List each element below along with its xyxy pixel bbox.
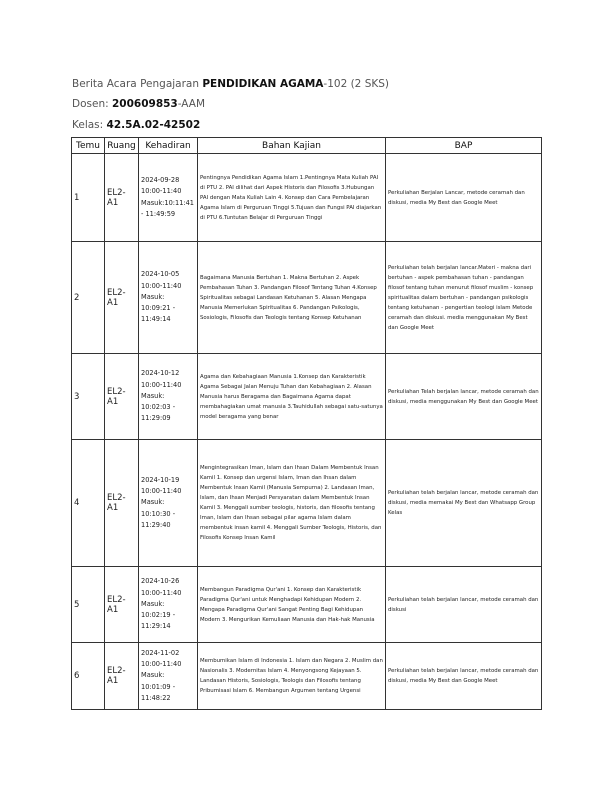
table-row <box>72 643 542 710</box>
table-row <box>72 440 542 567</box>
lecturer-label: Dosen: <box>72 98 112 110</box>
course-name: PENDIDIKAN AGAMA <box>202 78 324 90</box>
bahan-kajian-cell: Mengintegrasikan Iman, Islam dan Ihsan Dalam Membentuk Insan Kamil 1. Konsep dan urgensi Islam, Iman dan Ihsan dalam Membentuk Insan Kamil (Manusia Sempurna) 2. Landasan Iman, Islam, dan Ihsan Menjadi Persyaratan dalam Membentuk Insan Kamil 3. Menggali sumber teologis, historis, dan filosofis tentang Iman, Islam dan Ihsan sebagai pilar agama Islam dalam membentuk insan kamil 4. Menggali Sumber Teologis, Historis, dan Filosofis Konsep Insan Kamil <box>198 440 386 567</box>
bap-cell: Perkuliahan telah berjalan lancar, metode ceramah dan diskusi, media memakai My Best dan Whatsapp Group Kelas <box>386 440 542 567</box>
table-row <box>72 242 542 354</box>
table-row <box>72 567 542 643</box>
temu-cell: 4 <box>72 440 105 567</box>
lecturer-code: -AAM <box>177 98 206 110</box>
bap-cell: Perkuliahan Berjalan Lancar, metode ceramah dan diskusi, media My Best dan Google Meet <box>386 154 542 242</box>
class-line <box>72 119 200 131</box>
class-label: Kelas: <box>72 119 107 131</box>
ruang-cell: EL2-A1 <box>105 440 139 567</box>
lecturer-id: 200609853 <box>111 98 178 110</box>
kehadiran-cell: 2024-09-28 10:00-11:40 Masuk:10:11:41 - 11:49:59 <box>139 154 198 242</box>
kehadiran-cell: 2024-11-02 10:00-11:40 Masuk: 10:01:09 - 11:48:22 <box>139 643 198 710</box>
temu-cell: 5 <box>72 567 105 643</box>
bahan-kajian-cell: Membumikan Islam di Indonesia 1. Islam dan Negara 2. Muslim dan Nasionalis 3. Modernitas Islam 4. Menyongsong Kejayaan 5. Landasan Historis, Sosiologis, Teologis dan Filosofis tentang Pribumisasi Islam 6. Membangun Argumen tentang Urgensi <box>198 643 386 710</box>
table-row <box>72 154 542 242</box>
document-title <box>72 78 389 90</box>
bap-cell: Perkuliahan Telah berjalan lancar, metode ceramah dan diskusi, media menggunakan My Best dan Google Meet <box>386 354 542 440</box>
bahan-kajian-cell: Agama dan Kebahagiaan Manusia 1.Konsep dan Karakteristik Agama Sebagai Jalan Menuju Tuhan dan Kebahagiaan 2. Alasan Manusia harus Beragama dan Bagaimana Agama dapat membahagiakan umat manusia 3.Tauhidullah sebagai satu-satunya model beragama yang benar <box>198 354 386 440</box>
teaching-report-table <box>71 137 542 710</box>
ruang-cell: EL2-A1 <box>105 242 139 354</box>
col-header-bahan-kajian: Bahan Kajian <box>198 138 386 154</box>
ruang-cell: EL2-A1 <box>105 567 139 643</box>
table-header-row <box>72 138 542 154</box>
col-header-ruang: Ruang <box>105 138 139 154</box>
course-code: -102 (2 SKS) <box>323 78 390 90</box>
table-row <box>72 354 542 440</box>
col-header-bap: BAP <box>386 138 542 154</box>
ruang-cell: EL2-A1 <box>105 154 139 242</box>
col-header-temu: Temu <box>72 138 105 154</box>
bap-cell: Perkuliahan telah berjalan lancar.Materi - makna dari bertuhan - aspek pembahasan tuhan - pandangan filosof tentang tuhan menurut filosof muslim - konsep spiritualitas dalam bertuhan - pandangan psikologis tentang ketuhanan - pengertian teologi islam Metode ceramah dan diskusi. media menggunakan My Best dan Google Meet <box>386 242 542 354</box>
kehadiran-cell: 2024-10-19 10:00-11:40 Masuk: 10:10:30 - 11:29:40 <box>139 440 198 567</box>
col-header-kehadiran: Kehadiran <box>139 138 198 154</box>
bahan-kajian-cell: Membangun Paradigma Qur'ani 1. Konsep dan Karakteristik Paradigma Qur'ani untuk Menghadapi Kehidupan Modern 2. Mengapa Paradigma Qur'ani Sangat Penting Bagi Kehidupan Modern 3. Mengurikan Kemuliaan Manusia dan Hak-hak Manusia <box>198 567 386 643</box>
bahan-kajian-cell: Bagaimana Manusia Bertuhan 1. Makna Bertuhan 2. Aspek Pembahasan Tuhan 3. Pandangan Filosof Tentang Tuhan 4.Konsep Spiritualitas sebagai Landasan Ketuhanan 5. Alasan Mengapa Manusia Memerlukan Spiritualitas 6. Pandangan Psikologis, Sosiologis, Filosofis dan Teologis tentang Konsep Ketuhanan <box>198 242 386 354</box>
ruang-cell: EL2-A1 <box>105 354 139 440</box>
temu-cell: 6 <box>72 643 105 710</box>
bap-cell: Perkuliahan telah berjalan lancar, metode ceramah dan diskusi <box>386 567 542 643</box>
class-value: 42.5A.02-42502 <box>106 119 201 131</box>
temu-cell: 3 <box>72 354 105 440</box>
kehadiran-cell: 2024-10-26 10:00-11:40 Masuk: 10:02:19 - 11:29:14 <box>139 567 198 643</box>
temu-cell: 2 <box>72 242 105 354</box>
ruang-cell: EL2-A1 <box>105 643 139 710</box>
kehadiran-cell: 2024-10-05 10:00-11:40 Masuk: 10:09:21 - 11:49:14 <box>139 242 198 354</box>
bap-cell: Perkuliahan telah berjalan lancar, metode ceramah dan diskusi, media My Best dan Google Meet <box>386 643 542 710</box>
bahan-kajian-cell: Pentingnya Pendidikan Agama Islam 1.Pentingnya Mata Kuliah PAI di PTU 2. PAI dilihat dari Aspek Historis dan Filosofis 3.Hubungan PAI dengan Mata Kuliah Lain 4. Konsep dan Cara Pembelajaran Agama Islam di Perguruan Tinggi 5.Tujuan dan Fungsi PAI diajarkan di PTU 6.Tuntutan Belajar di Perguruan Tinggi <box>198 154 386 242</box>
title-prefix: Berita Acara Pengajaran <box>72 78 203 90</box>
kehadiran-cell: 2024-10-12 10:00-11:40 Masuk: 10:02:03 - 11:29:09 <box>139 354 198 440</box>
temu-cell: 1 <box>72 154 105 242</box>
lecturer-line <box>72 98 205 110</box>
